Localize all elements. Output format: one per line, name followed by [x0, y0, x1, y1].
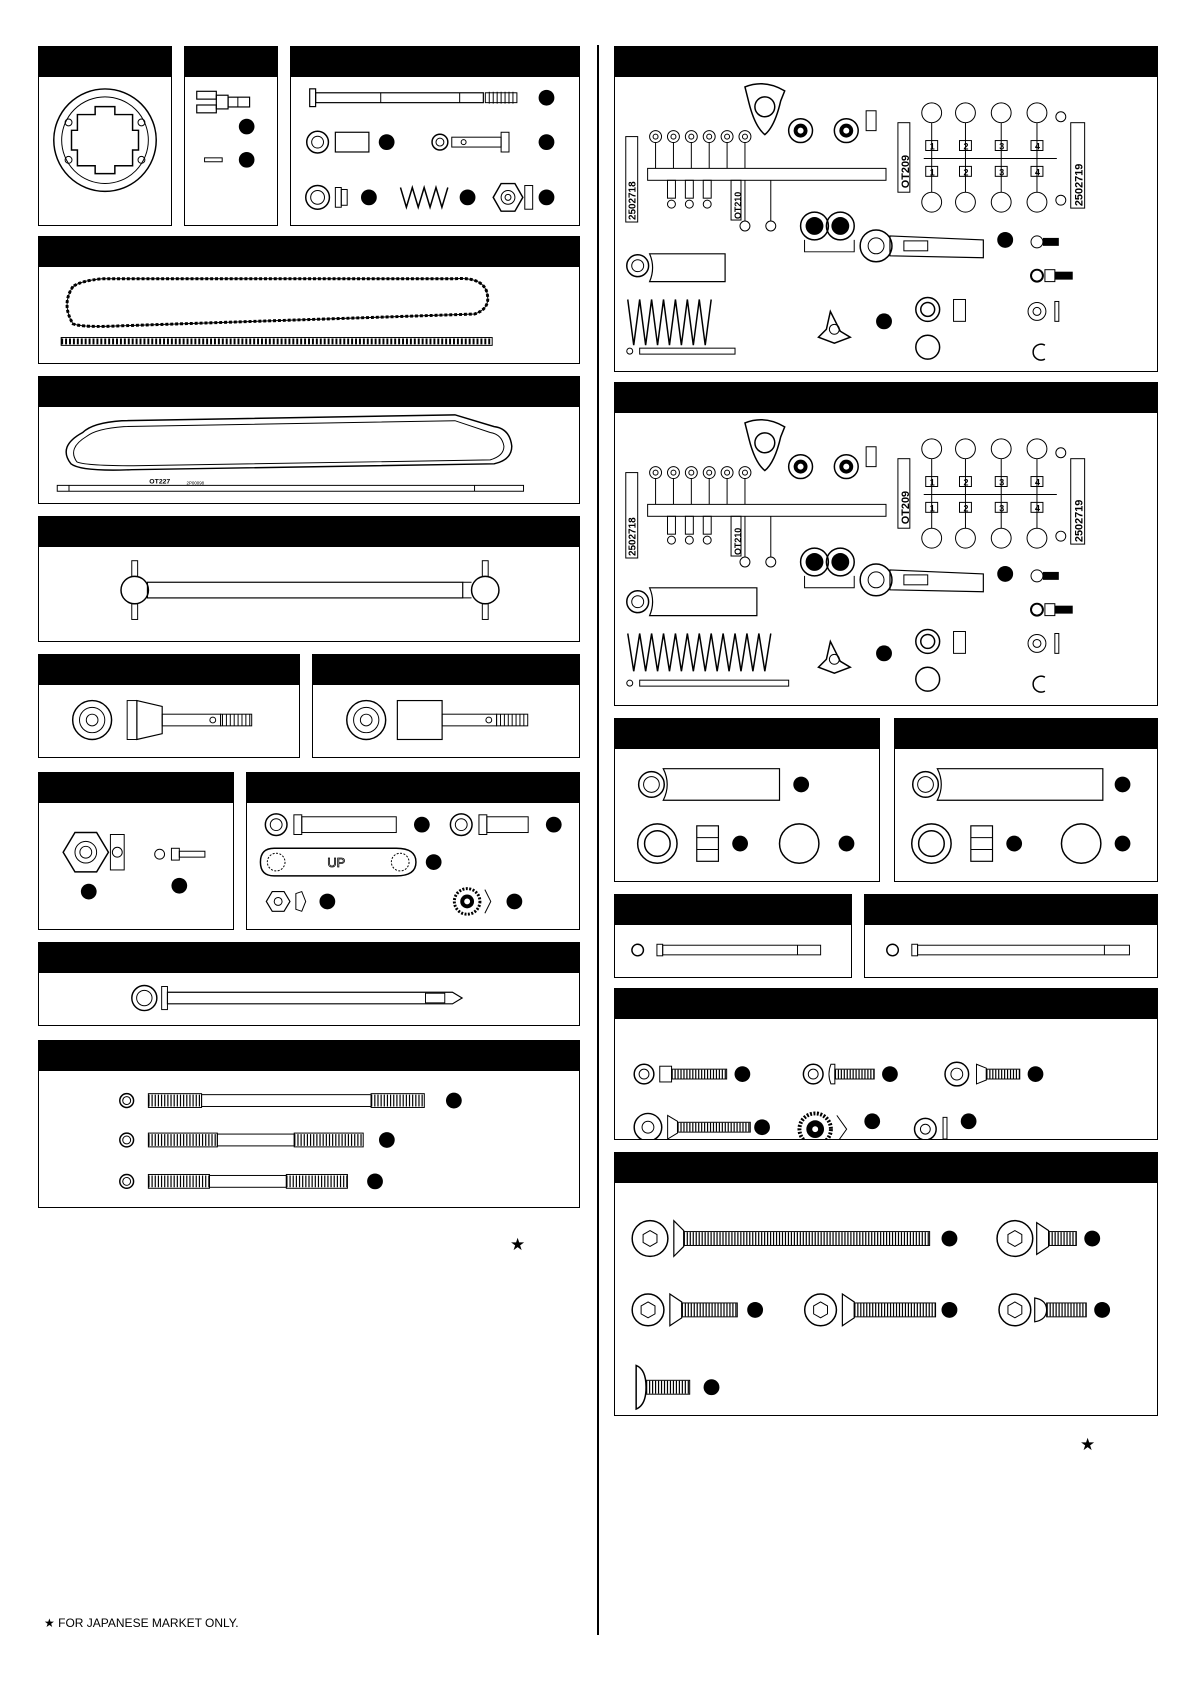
- king-pin-illustration: [39, 973, 579, 1025]
- panel-header: [615, 989, 1157, 1019]
- shock-body-right-illustration: [895, 749, 1157, 881]
- panel-shock-body-right: [894, 718, 1158, 882]
- panel-shock-parts: [290, 46, 580, 226]
- column-divider: [597, 45, 599, 1635]
- panel-shock-body-left: [614, 718, 880, 882]
- belt-code-label: OT227: [149, 478, 171, 486]
- tree-code-right: 2502719: [1073, 163, 1086, 207]
- panel-header: [39, 377, 579, 407]
- tree-code-left: 2502718: [627, 181, 639, 221]
- turnbuckles-illustration: [39, 1071, 579, 1207]
- shock-kit-2-illustration: [615, 413, 1157, 705]
- panel-header: [39, 655, 299, 685]
- panel-header: [615, 383, 1157, 413]
- tree-number: 1: [929, 477, 935, 488]
- panel-drive-shaft: [38, 516, 580, 642]
- tree-code-top: OT209: [899, 154, 912, 189]
- shaft-short-illustration: [615, 925, 851, 977]
- panel-chain: [38, 236, 580, 364]
- tree-number: 2: [963, 167, 969, 178]
- tree-code-left: 2502718: [627, 517, 639, 557]
- panel-link-parts: [246, 772, 580, 930]
- tree-code-mid: OT210: [732, 527, 743, 556]
- screws-2-illustration: [615, 1183, 1157, 1415]
- panel-header: [615, 895, 851, 925]
- belt-illustration: [39, 407, 579, 503]
- tree-number: 3: [999, 141, 1005, 152]
- link-up-label: UP: [327, 854, 346, 870]
- screws-1-illustration: [615, 1019, 1157, 1139]
- drive-shaft-illustration: [39, 547, 579, 641]
- tree-code-top: OT209: [899, 490, 912, 525]
- tree-number: 2: [963, 141, 969, 152]
- panel-shock-kit-2: [614, 382, 1158, 706]
- panel-shaft-long: [864, 894, 1158, 978]
- panel-belt: [38, 376, 580, 504]
- tree-number: 3: [999, 477, 1005, 488]
- panel-cup-joint: [184, 46, 278, 226]
- footnote-text: FOR JAPANESE MARKET ONLY.: [58, 1616, 239, 1630]
- diff-case-illustration: [39, 77, 171, 225]
- panel-header: [291, 47, 579, 77]
- panel-screws-1: [614, 988, 1158, 1140]
- panel-axle-left: [38, 654, 300, 758]
- panel-axle-right: [312, 654, 580, 758]
- tree-number: 3: [999, 503, 1005, 514]
- footnote: [44, 1616, 239, 1630]
- panel-turnbuckles: [38, 1040, 580, 1208]
- tree-number: 2: [963, 503, 969, 514]
- panel-header: [313, 655, 579, 685]
- panel-header: [39, 943, 579, 973]
- panel-header: [39, 237, 579, 267]
- tree-number: 4: [1034, 167, 1040, 178]
- tree-number: 4: [1034, 477, 1040, 488]
- panel-header: [185, 47, 277, 77]
- shock-body-left-illustration: [615, 749, 879, 881]
- panel-shock-kit-1: [614, 46, 1158, 372]
- panel-header: [615, 47, 1157, 77]
- panel-header: [247, 773, 579, 803]
- tree-number: 4: [1034, 503, 1040, 514]
- tree-number: 1: [929, 141, 935, 152]
- tree-code-right: 2502719: [1073, 499, 1086, 543]
- axle-right-illustration: [313, 685, 579, 757]
- footnote-star: ★: [44, 1616, 55, 1630]
- panel-header: [865, 895, 1157, 925]
- panel-header: [39, 517, 579, 547]
- cup-joint-illustration: [185, 77, 277, 225]
- axle-left-illustration: [39, 685, 299, 757]
- panel-king-pin: [38, 942, 580, 1026]
- tree-number: 1: [929, 503, 935, 514]
- chain-illustration: [39, 267, 579, 363]
- star-mark-left: ★: [510, 1235, 526, 1254]
- shaft-long-illustration: [865, 925, 1157, 977]
- panel-header: [39, 773, 233, 803]
- panel-header: [615, 719, 879, 749]
- shock-parts-illustration: [291, 77, 579, 225]
- link-parts-illustration: [247, 803, 579, 929]
- tree-code-mid: OT210: [732, 191, 743, 220]
- panel-screws-2: [614, 1152, 1158, 1416]
- tree-number: 3: [999, 167, 1005, 178]
- panel-header: [39, 47, 171, 77]
- shock-kit-1-illustration: [615, 77, 1157, 371]
- nut-set-illustration: [39, 803, 233, 929]
- belt-code-small-label: 2P00098: [186, 480, 205, 486]
- tree-number: 2: [963, 477, 969, 488]
- tree-number: 4: [1034, 141, 1040, 152]
- panel-header: [39, 1041, 579, 1071]
- panel-shaft-short: [614, 894, 852, 978]
- star-mark-right: ★: [1080, 1435, 1096, 1454]
- tree-number: 1: [929, 167, 935, 178]
- panel-header: [615, 1153, 1157, 1183]
- panel-nut-set: [38, 772, 234, 930]
- panel-header: [895, 719, 1157, 749]
- panel-diff-case: [38, 46, 172, 226]
